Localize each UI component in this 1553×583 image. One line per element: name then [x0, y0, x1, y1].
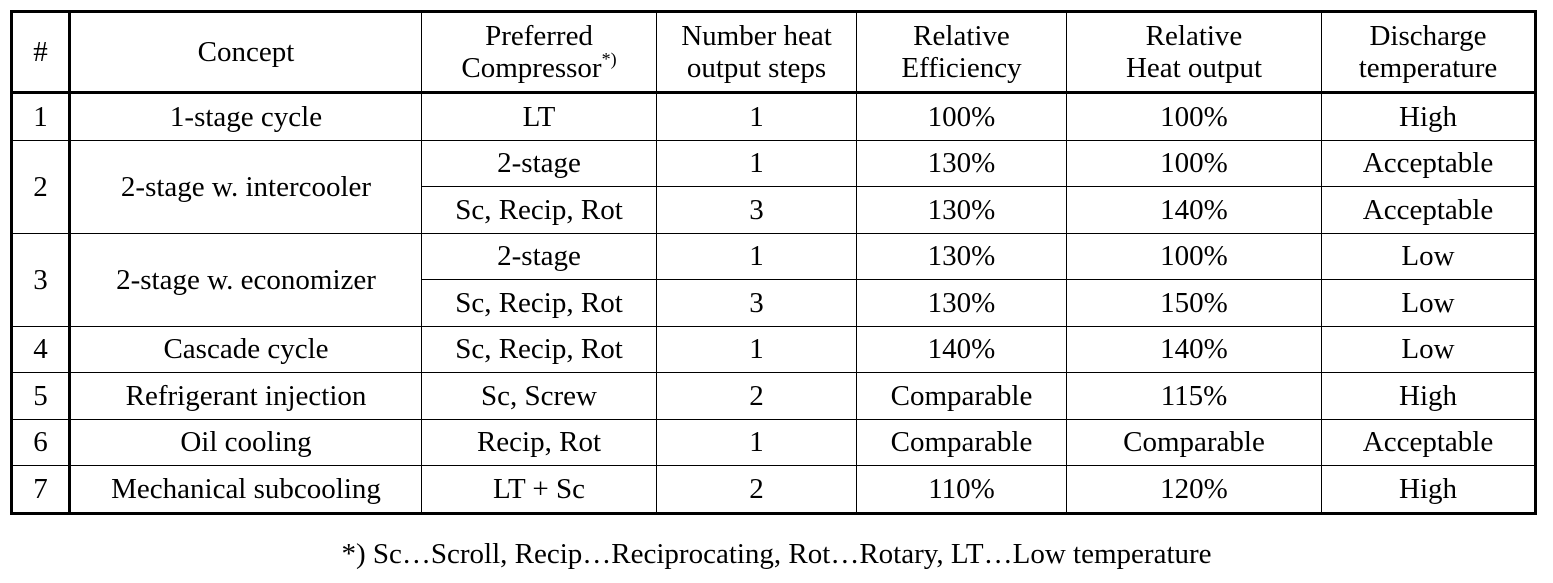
steps-cell: 1: [657, 326, 857, 373]
table-row: [12, 466, 1536, 514]
discharge-cell: Acceptable: [1322, 140, 1536, 187]
header-row: [12, 12, 1536, 93]
heat-output-cell: 120%: [1067, 466, 1322, 514]
efficiency-cell: Comparable: [857, 373, 1067, 420]
header-heat-line2: Heat output: [1125, 52, 1263, 84]
header-num: #: [12, 12, 70, 93]
heat-output-cell: 100%: [1067, 233, 1322, 280]
header-discharge-line2: temperature: [1358, 52, 1498, 84]
row-number: 4: [12, 326, 70, 373]
compressor-cell: Sc, Recip, Rot: [422, 187, 657, 234]
steps-cell: 3: [657, 280, 857, 327]
heat-output-cell: 100%: [1067, 140, 1322, 187]
steps-cell: 2: [657, 466, 857, 514]
heat-output-cell: 140%: [1067, 187, 1322, 234]
compressor-cell: LT + Sc: [422, 466, 657, 514]
table-row: [12, 326, 1536, 373]
header-compressor: [422, 12, 657, 93]
table-row: [12, 93, 1536, 141]
discharge-cell: Low: [1322, 326, 1536, 373]
row-number: 7: [12, 466, 70, 514]
row-number: 3: [12, 233, 70, 326]
header-compressor-line1: Preferred: [485, 20, 593, 52]
efficiency-cell: 130%: [857, 233, 1067, 280]
header-footnote-mark: *): [601, 49, 617, 69]
efficiency-cell: 130%: [857, 140, 1067, 187]
table-row: [12, 233, 1536, 280]
compressor-cell: Sc, Screw: [422, 373, 657, 420]
concept-cell: Mechanical subcooling: [70, 466, 422, 514]
header-efficiency-line1: Relative: [913, 20, 1010, 52]
steps-cell: 1: [657, 140, 857, 187]
discharge-cell: High: [1322, 93, 1536, 141]
header-efficiency-line2: Efficiency: [901, 52, 1022, 84]
compressor-cell: LT: [422, 93, 657, 141]
steps-cell: 3: [657, 187, 857, 234]
efficiency-cell: 100%: [857, 93, 1067, 141]
row-number: 6: [12, 419, 70, 466]
concept-cell: Cascade cycle: [70, 326, 422, 373]
compressor-cell: 2-stage: [422, 233, 657, 280]
heat-output-cell: 140%: [1067, 326, 1322, 373]
efficiency-cell: 110%: [857, 466, 1067, 514]
steps-cell: 1: [657, 419, 857, 466]
header-discharge-line1: Discharge: [1369, 20, 1487, 52]
table-row: [12, 140, 1536, 187]
compressor-cell: Sc, Recip, Rot: [422, 326, 657, 373]
footnote: *) Sc…Scroll, Recip…Reciprocating, Rot…Rotary, LT…Low temperature: [341, 538, 1212, 570]
steps-cell: 2: [657, 373, 857, 420]
concept-cell: Oil cooling: [70, 419, 422, 466]
concept-cell: 2-stage w. intercooler: [70, 140, 422, 233]
efficiency-cell: 130%: [857, 280, 1067, 327]
discharge-cell: Acceptable: [1322, 187, 1536, 234]
compressor-cell: Sc, Recip, Rot: [422, 280, 657, 327]
header-steps-line2: output steps: [686, 52, 827, 84]
header-concept: Concept: [70, 12, 422, 93]
header-steps-line1: Number heat: [681, 20, 832, 52]
table-header: [12, 12, 1536, 93]
discharge-cell: Acceptable: [1322, 419, 1536, 466]
row-number: 2: [12, 140, 70, 233]
row-number: 5: [12, 373, 70, 420]
header-heat-output: [1067, 12, 1322, 93]
heat-output-cell: Comparable: [1067, 419, 1322, 466]
efficiency-cell: Comparable: [857, 419, 1067, 466]
header-efficiency: [857, 12, 1067, 93]
header-discharge: [1322, 12, 1536, 93]
concept-cell: Refrigerant injection: [70, 373, 422, 420]
discharge-cell: High: [1322, 373, 1536, 420]
compressor-cell: Recip, Rot: [422, 419, 657, 466]
header-steps: [657, 12, 857, 93]
discharge-cell: High: [1322, 466, 1536, 514]
table-body: [12, 93, 1536, 514]
discharge-cell: Low: [1322, 280, 1536, 327]
efficiency-cell: 130%: [857, 187, 1067, 234]
heat-output-cell: 115%: [1067, 373, 1322, 420]
concept-cell: 2-stage w. economizer: [70, 233, 422, 326]
concept-cell: 1-stage cycle: [70, 93, 422, 141]
row-number: 1: [12, 93, 70, 141]
heat-output-cell: 100%: [1067, 93, 1322, 141]
steps-cell: 1: [657, 93, 857, 141]
steps-cell: 1: [657, 233, 857, 280]
discharge-cell: Low: [1322, 233, 1536, 280]
comparison-table: [10, 10, 1537, 515]
header-compressor-line2: Compressor: [461, 52, 602, 84]
header-heat-line1: Relative: [1145, 20, 1243, 52]
compressor-cell: 2-stage: [422, 140, 657, 187]
table-row: [12, 419, 1536, 466]
table-row: [12, 373, 1536, 420]
heat-output-cell: 150%: [1067, 280, 1322, 327]
efficiency-cell: 140%: [857, 326, 1067, 373]
